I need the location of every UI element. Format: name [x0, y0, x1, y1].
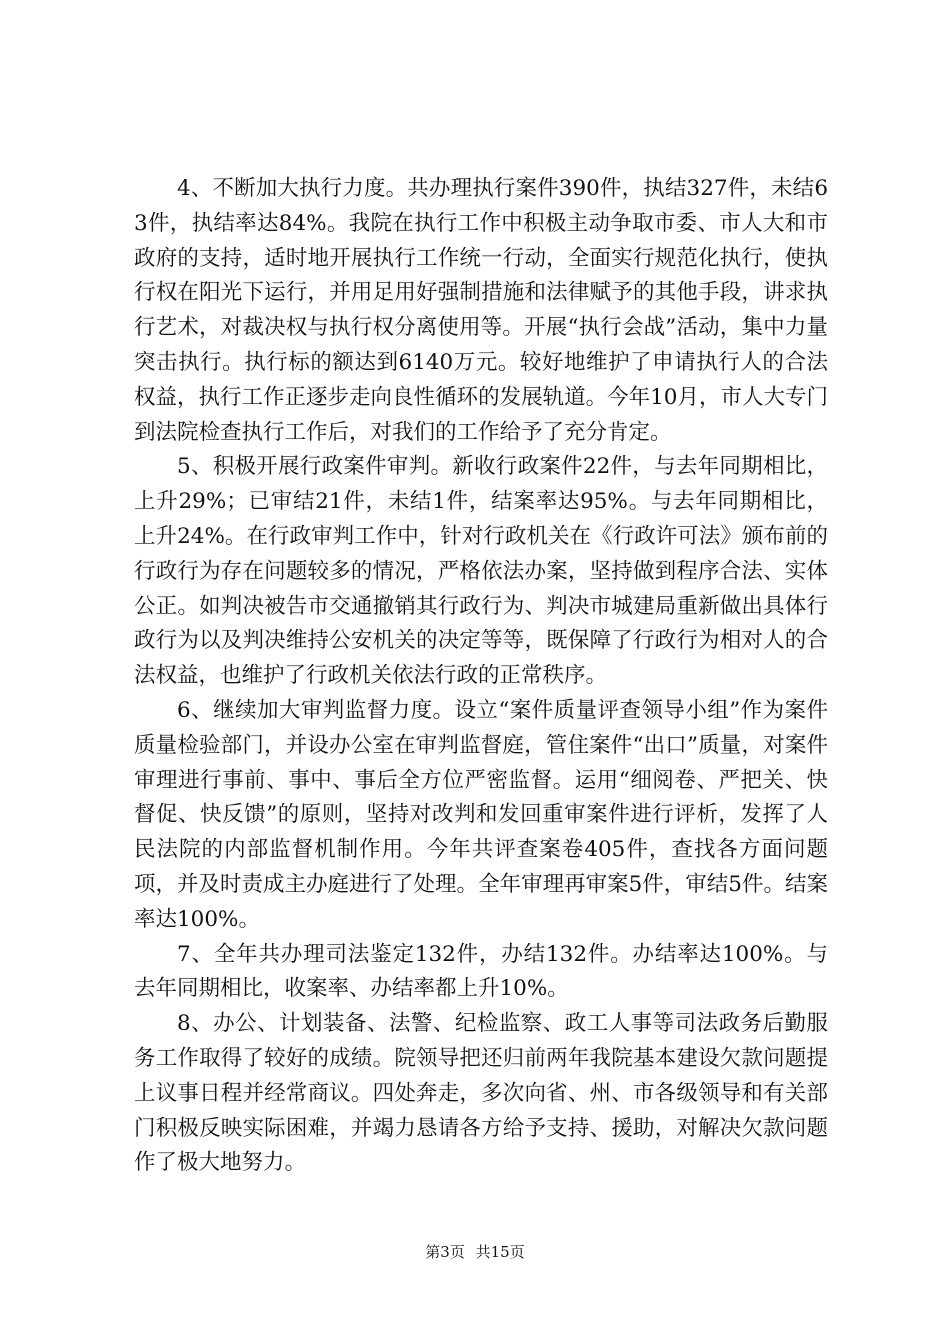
paragraph-item-5: 5、积极开展行政案件审判。新收行政案件22件，与去年同期相比，上升29%；已审结21件，未结1件，结案率达95%。与去年同期相比，上升24%。在行政审判工作中，针对行政机关在《行政许可法》颁布前的行政行为存在问题较多的情况，严格依法办案，坚持做到程序合法、实体公正。如判决被告市交通撤销其行政行为、判决市城建局重新做出具体行政行为以及判决维持公安机关的决定等等，既保障了行政行为相对人的合法权益，也维护了行政机关依法行政的正常秩序。	[134, 454, 828, 689]
paragraph-item-7: 7、全年共办理司法鉴定132件，办结132件。办结率达100%。与去年同期相比，收案率、办结率都上升10%。	[134, 941, 828, 1002]
page-number: 第3页	[425, 1243, 465, 1261]
document-body	[134, 172, 828, 1181]
page-footer	[0, 1242, 950, 1262]
paragraph-item-4: 4、不断加大执行力度。共办理执行案件390件，执结327件，未结63件，执结率达84%。我院在执行工作中积极主动争取市委、市人大和市政府的支持，适时地开展执行工作统一行动，全面实行规范化执行，使执行权在阳光下运行，并用足用好强制措施和法律赋予的其他手段，讲求执行艺术，对裁决权与执行权分离使用等。开展“执行会战”活动，集中力量突击执行。执行标的额达到6140万元。较好地维护了申请执行人的合法权益，执行工作正逐步走向良性循环的发展轨道。今年10月，市人大专门到法院检查执行工作后，对我们的工作给予了充分肯定。	[134, 176, 828, 445]
paragraph-item-8: 8、办公、计划装备、法警、纪检监察、政工人事等司法政务后勤服务工作取得了较好的成绩。院领导把还归前两年我院基本建设欠款问题提上议事日程并经常商议。四处奔走，多次向省、州、市各级领导和有关部门积极反映实际困难，并竭力恳请各方给予支持、援助，对解决欠款问题作了极大地努力。	[134, 1011, 828, 1176]
page-total: 共15页	[475, 1243, 525, 1261]
paragraph-item-6: 6、继续加大审判监督力度。设立“案件质量评查领导小组”作为案件质量检验部门，并设办公室在审判监督庭，管住案件“出口”质量，对案件审理进行事前、事中、事后全方位严密监督。运用“细阅卷、严把关、快督促、快反馈”的原则，坚持对改判和发回重审案件进行评析，发挥了人民法院的内部监督机制作用。今年共评查案卷405件，查找各方面问题项，并及时责成主办庭进行了处理。全年审理再审案5件，审结5件。结案率达100%。	[134, 697, 828, 932]
